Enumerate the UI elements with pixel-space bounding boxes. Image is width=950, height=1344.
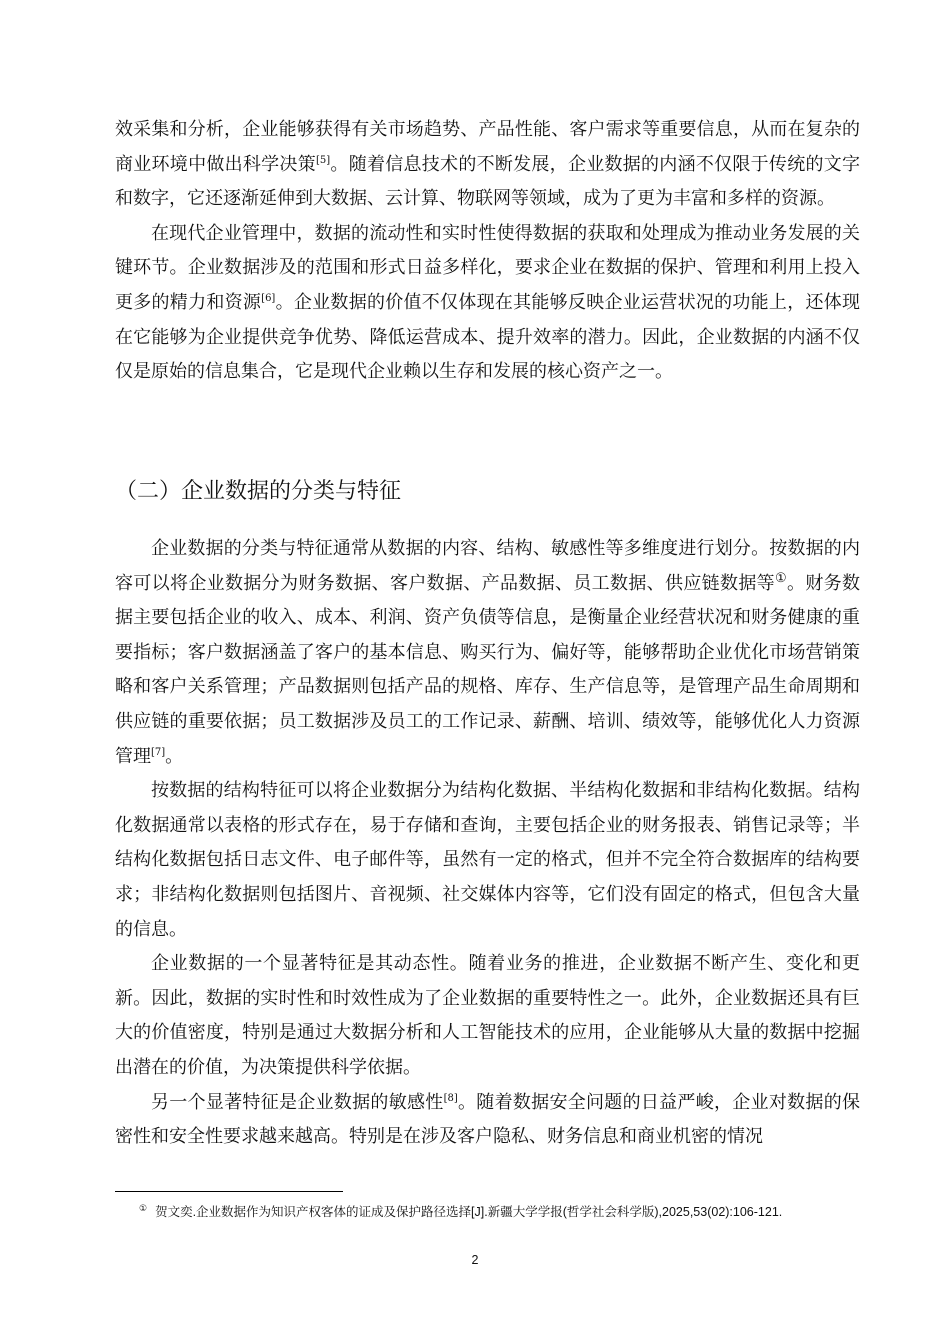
text-run: 。随着信息技术的不断发展，企业数据的内涵不仅限于传统的文字和数字，它还逐渐延伸到大数据、云计算、物联网等领域，成为了更为丰富和多样的资源。 xyxy=(115,153,861,210)
text-run: 。随着数据安全问题的日益严峻，企业对数据的保密性和安全性要求越来越高。特别是在涉及客户隐私、财务信息和商业机密的情况 xyxy=(115,1091,861,1148)
page-number: 2 xyxy=(471,1253,479,1267)
paragraph xyxy=(115,113,860,217)
paragraph xyxy=(115,947,860,1085)
body-text-top xyxy=(115,113,860,390)
paragraph xyxy=(115,217,860,390)
section-heading: （二）企业数据的分类与特征 xyxy=(115,479,402,504)
text-run: 企业数据的一个显著特征是其动态性。随着业务的推进，企业数据不断产生、变化和更新。因此，数据的实时性和时效性成为了企业数据的重要特性之一。此外，企业数据还具有巨大的价值密度，特别是通过大数据分析和人工智能技术的应用，企业能够从大量的数据中挖掘出潜在的价值，为决策提供科学依据。 xyxy=(115,953,860,1078)
footnote-separator xyxy=(115,1191,343,1192)
footnote xyxy=(115,1201,860,1223)
citation-ref: [5] xyxy=(315,154,331,166)
text-run: 另一个显著特征是企业数据的敏感性 xyxy=(151,1091,444,1113)
paragraph xyxy=(115,532,860,774)
text-run: 。财务数据主要包括企业的收入、成本、利润、资产负债等信息，是衡量企业经营状况和财务健康的重要指标；客户数据涵盖了客户的基本信息、购买行为、偏好等，能够帮助企业优化市场营销策略和客户关系管理；产品数据则包括产品的规格、库存、生产信息等，是管理产品生命周期和供应链的重要依据；员工数据涉及员工的工作记录、薪酬、培训、绩效等，能够优化人力资源管理 xyxy=(115,572,861,767)
text-run: 。 xyxy=(165,745,184,767)
body-text-bottom xyxy=(115,532,860,1155)
footnote-mark: ① xyxy=(139,1202,148,1213)
citation-ref: [6] xyxy=(261,292,276,304)
citation-ref: [7] xyxy=(151,746,166,758)
citation-ref: [8] xyxy=(443,1092,458,1104)
text-run: 效采集和分析，企业能够获得有关市场趋势、产品性能、客户需求等重要信息，从而在复杂的商业环境中做出科学决策 xyxy=(115,119,860,175)
paragraph xyxy=(115,774,860,947)
text-run: 在现代企业管理中，数据的流动性和实时性使得数据的获取和处理成为推动业务发展的关键环节。企业数据涉及的范围和形式日益多样化，要求企业在数据的保护、管理和利用上投入更多的精力和资源 xyxy=(115,222,860,313)
paragraph xyxy=(115,1086,860,1155)
text-run: 。企业数据的价值不仅体现在其能够反映企业运营状况的功能上，还体现在它能够为企业提供竞争优势、降低运营成本、提升效率的潜力。因此，企业数据的内涵不仅仅是原始的信息集合，它是现代企业赖以生存和发展的核心资产之一。 xyxy=(115,291,861,383)
footnote-ref: ① xyxy=(775,570,788,586)
text-run: 按数据的结构特征可以将企业数据分为结构化数据、半结构化数据和非结构化数据。结构化数据通常以表格的形式存在，易于存储和查询，主要包括企业的财务报表、销售记录等；半结构化数据包括日志文件、电子邮件等，虽然有一定的格式，但并不完全符合数据库的结构要求；非结构化数据则包括图片、音视频、社交媒体内容等，它们没有固定的格式，但包含大量的信息。 xyxy=(115,780,860,940)
text-run: 企业数据的分类与特征通常从数据的内容、结构、敏感性等多维度进行划分。按数据的内容可以将企业数据分为财务数据、客户数据、产品数据、员工数据、供应链数据等 xyxy=(115,538,860,594)
footnote-text: 贺文奕.企业数据作为知识产权客体的证成及保护路径选择[J].新疆大学学报(哲学社会科学版),2025,53(02):106-121. xyxy=(155,1205,783,1219)
